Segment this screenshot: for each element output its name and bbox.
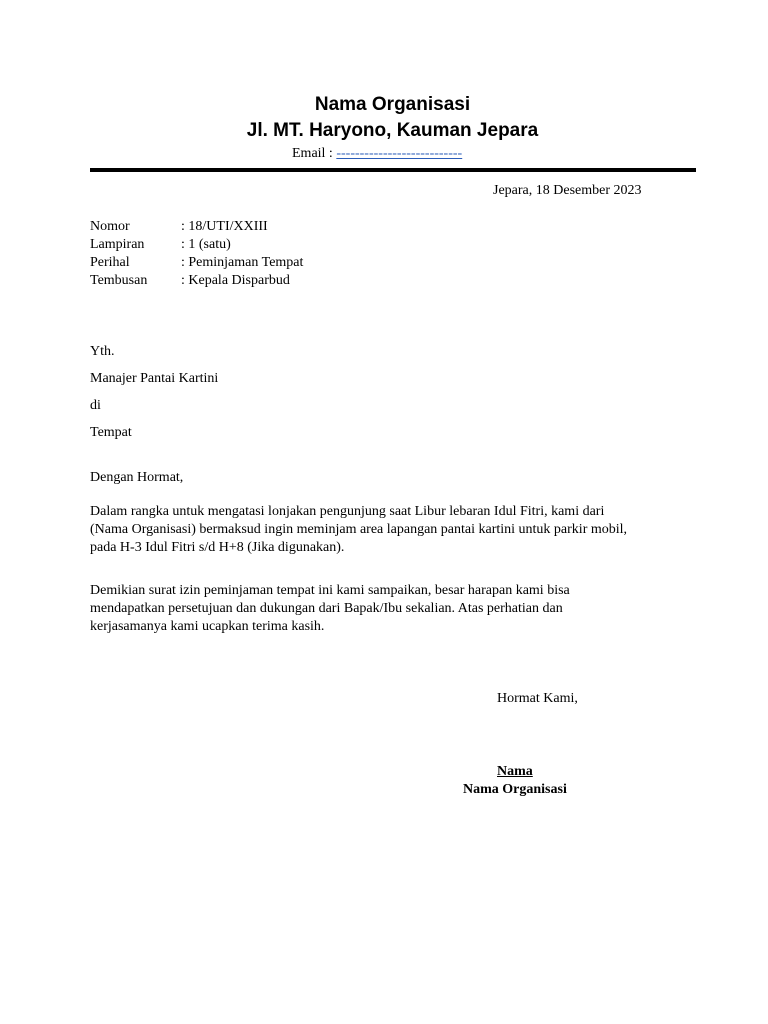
meta-value: : 1 (satu) xyxy=(181,237,231,252)
paragraph-line: mendapatkan persetujuan dan dukungan dari Bapak/Ibu sekalian. Atas perhatian dan xyxy=(90,601,563,616)
meta-value: : Kepala Disparbud xyxy=(181,273,290,288)
letterhead-org-name: Nama Organisasi xyxy=(314,94,471,115)
meta-value: : Peminjaman Tempat xyxy=(181,255,304,270)
recipient-prep: di xyxy=(90,398,101,413)
paragraph-line: (Nama Organisasi) bermaksud ingin meminjam area lapangan pantai kartini untuk parkir mobil, xyxy=(90,522,628,537)
meta-row-perihal xyxy=(90,254,303,272)
letterhead-divider xyxy=(90,168,696,172)
recipient-name: Manajer Pantai Kartini xyxy=(90,371,219,386)
signature-org: Nama Organisasi xyxy=(463,782,567,797)
closing: Hormat Kami, xyxy=(497,691,578,706)
letterhead-email xyxy=(292,145,462,163)
letter-meta xyxy=(90,218,303,290)
meta-key: Lampiran xyxy=(90,237,145,252)
letterhead-address: Jl. MT. Haryono, Kauman Jepara xyxy=(246,120,539,141)
meta-key: Nomor xyxy=(90,219,130,234)
meta-key: Perihal xyxy=(90,255,130,270)
meta-value: : 18/UTI/XXIII xyxy=(181,219,268,234)
letter-date: Jepara, 18 Desember 2023 xyxy=(493,183,642,198)
paragraph-line: kerjasamanya kami ucapkan terima kasih. xyxy=(90,619,325,634)
meta-row-tembusan xyxy=(90,272,303,290)
email-link[interactable]: --------------------------- xyxy=(336,146,463,161)
signature-name: Nama xyxy=(497,764,533,779)
paragraph-line: pada H-3 Idul Fitri s/d H+8 (Jika digunakan). xyxy=(90,540,345,555)
greeting: Dengan Hormat, xyxy=(90,470,184,485)
paragraph-line: Demikian surat izin peminjaman tempat ini kami sampaikan, besar harapan kami bisa xyxy=(90,583,570,598)
body-paragraph-1 xyxy=(90,503,690,557)
paragraph-line: Dalam rangka untuk mengatasi lonjakan pengunjung saat Libur lebaran Idul Fitri, kami dari xyxy=(90,504,605,519)
email-label: Email : xyxy=(292,146,337,161)
meta-key: Tembusan xyxy=(90,273,148,288)
recipient-place: Tempat xyxy=(90,425,132,440)
recipient-salutation: Yth. xyxy=(90,344,115,359)
meta-row-nomor xyxy=(90,218,303,236)
meta-row-lampiran xyxy=(90,236,303,254)
body-paragraph-2 xyxy=(90,582,690,636)
